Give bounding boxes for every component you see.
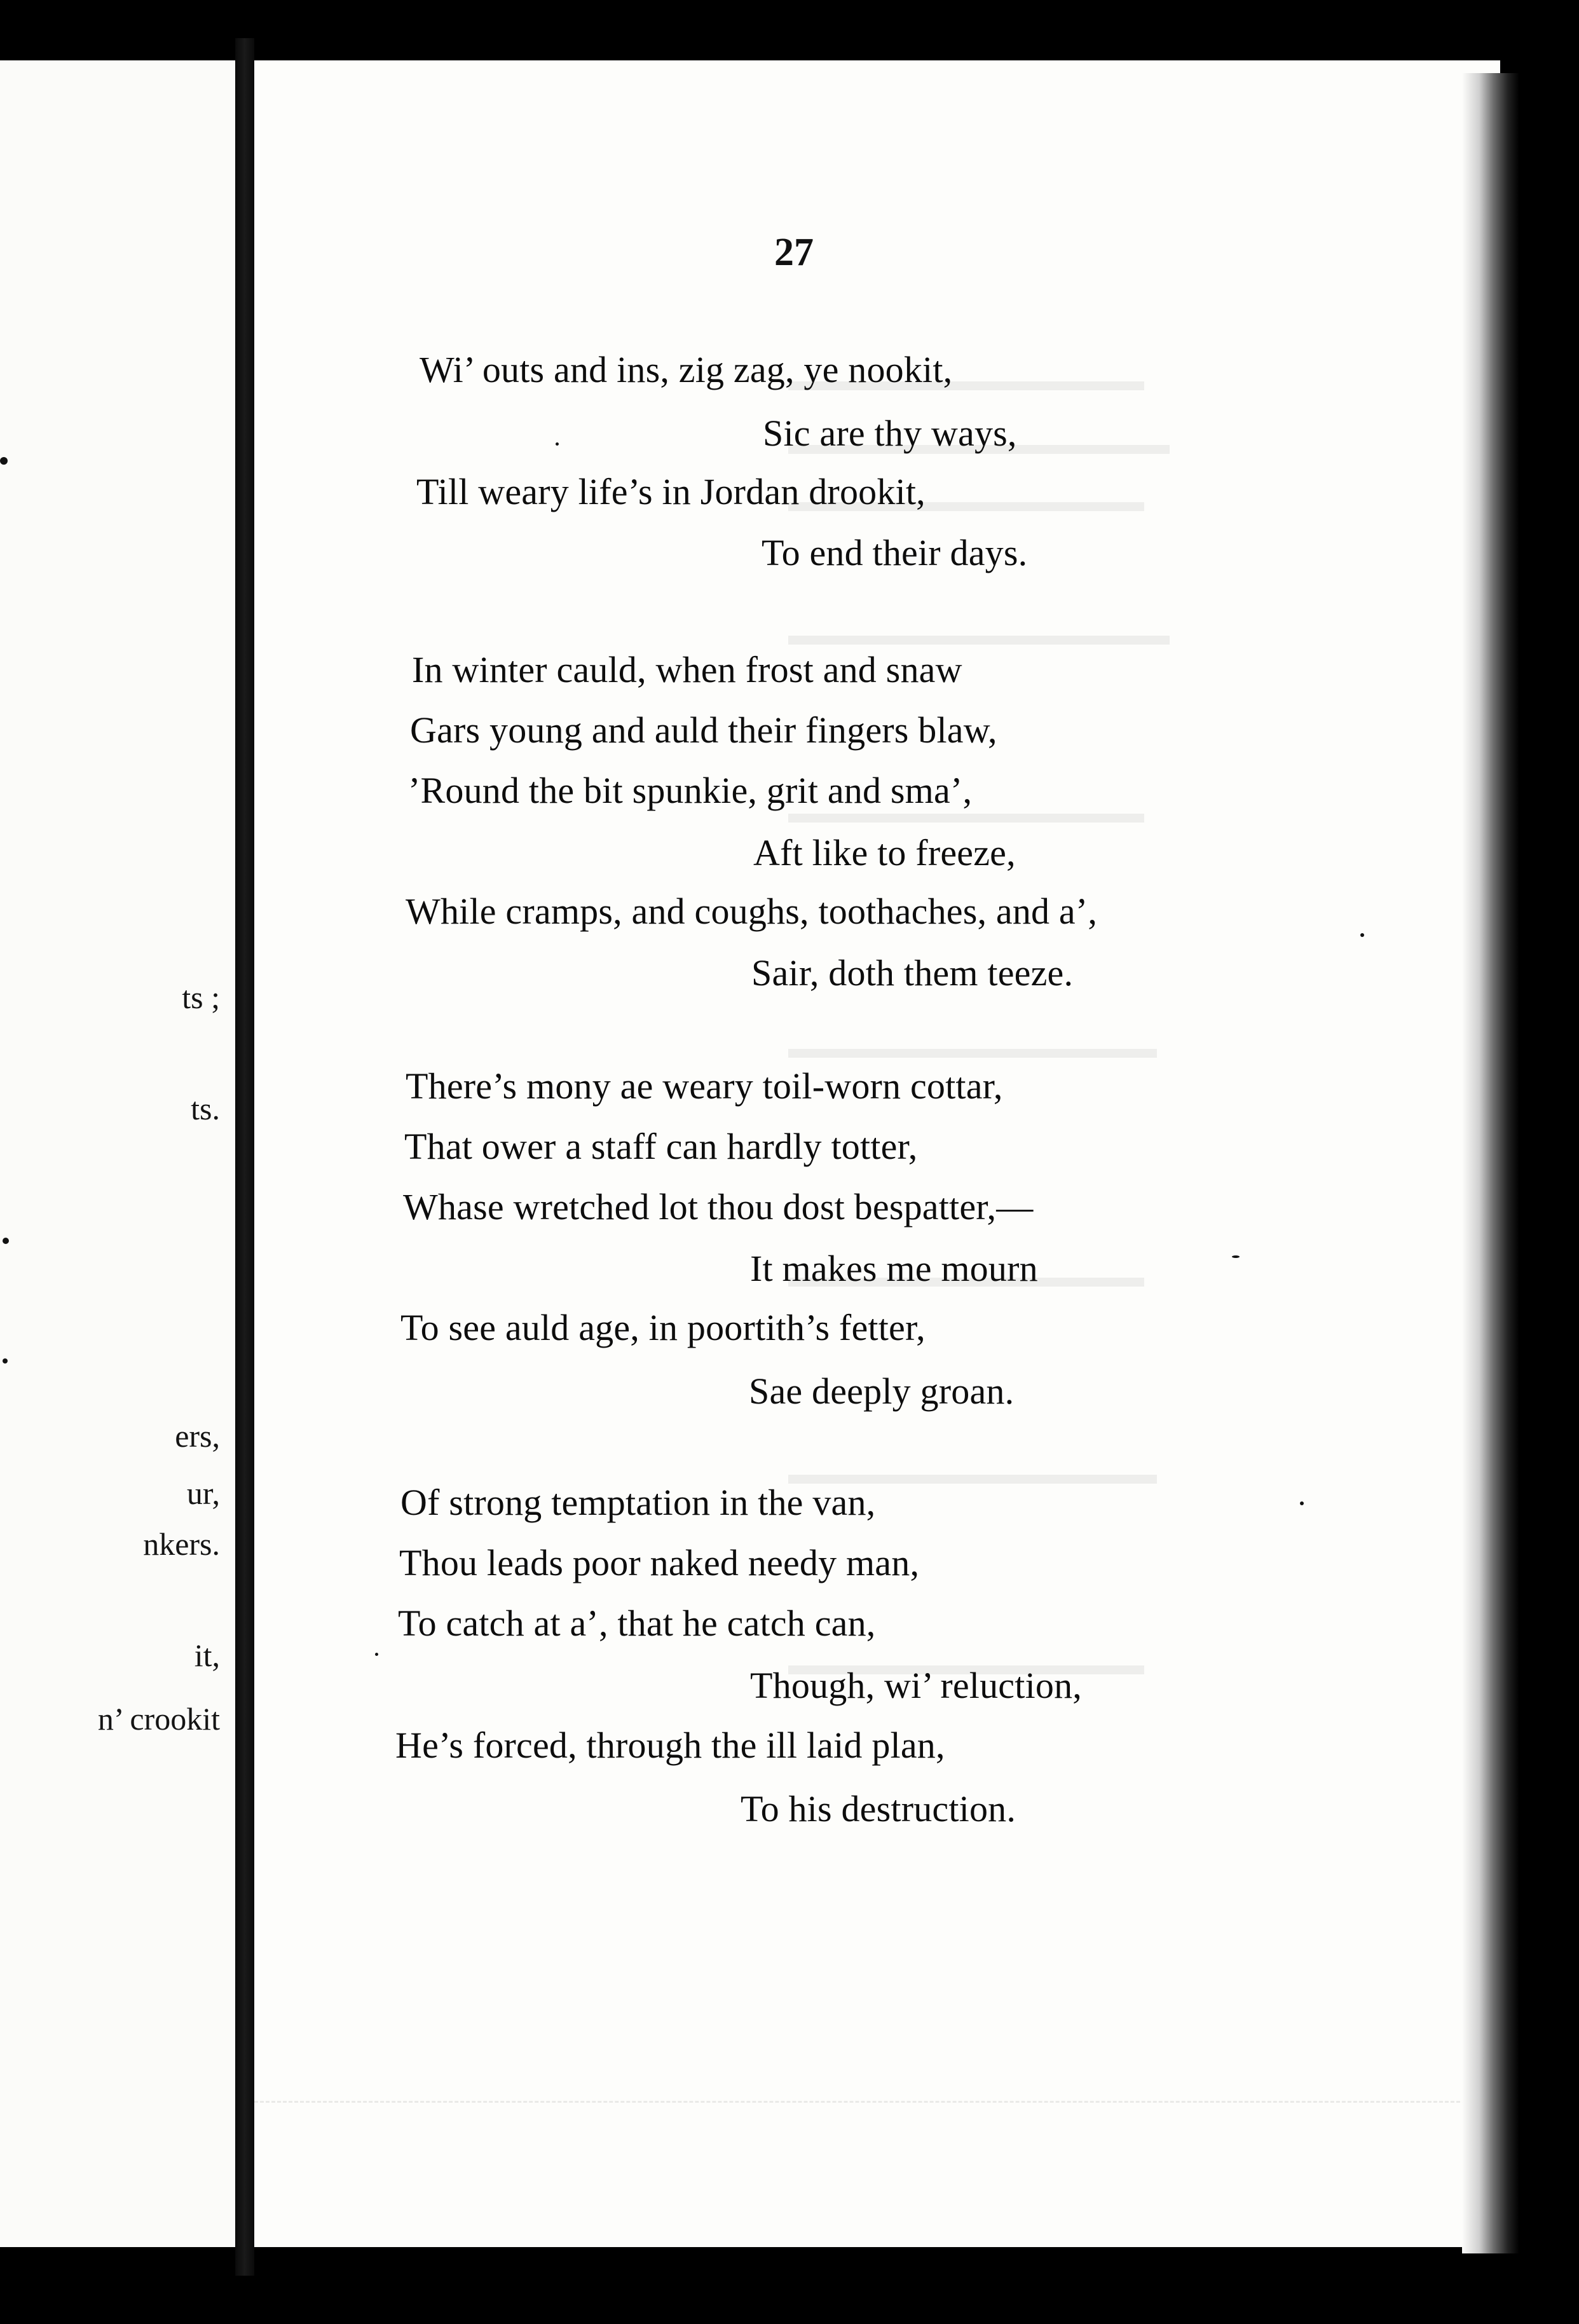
ink-mark — [3, 1238, 9, 1244]
left-page-fragment: it, — [194, 1637, 220, 1673]
page-fore-edge — [1462, 73, 1519, 2253]
verse-line: Aft like to freeze, — [753, 832, 1016, 873]
verse-line: Gars young and auld their fingers blaw, — [410, 709, 997, 751]
verse-line: To catch at a’, that he catch can, — [398, 1603, 876, 1644]
page-bottom-edge — [254, 2101, 1500, 2107]
verse-line: Wi’ outs and ins, zig zag, ye nookit, — [420, 349, 953, 390]
left-page-fragment: n’ crookit — [97, 1701, 220, 1737]
verse-line: To end their days. — [762, 532, 1028, 573]
verse-line: He’s forced, through the ill laid plan, — [395, 1725, 945, 1766]
verse-line: It makes me mourn — [750, 1248, 1038, 1289]
left-page-fragment: ur, — [186, 1475, 220, 1511]
verse-line: Whase wretched lot thou dost bespatter,— — [403, 1186, 1034, 1227]
ink-speck — [375, 1653, 378, 1656]
left-page-fragment: ts. — [191, 1091, 220, 1126]
left-page-fragment: ers, — [175, 1418, 220, 1454]
left-facing-page — [0, 60, 235, 2247]
verse-line: ’Round the bit spunkie, grit and sma’, — [408, 770, 973, 811]
ink-speck — [1232, 1255, 1240, 1258]
verse-line: There’s mony ae weary toil-worn cottar, — [406, 1065, 1003, 1107]
verse-line: Sae deeply groan. — [749, 1370, 1015, 1412]
verse-line: That ower a staff can hardly totter, — [404, 1126, 918, 1167]
verse-line: Sic are thy ways, — [763, 413, 1017, 454]
verse-line: Till weary life’s in Jordan drookit, — [416, 471, 926, 512]
verse-line: Thou leads poor naked needy man, — [399, 1542, 920, 1583]
ink-speck — [1300, 1501, 1304, 1505]
verse-line: In winter cauld, when frost and snaw — [412, 649, 962, 690]
book-gutter — [235, 38, 254, 2276]
left-page-fragment: ts ; — [182, 980, 220, 1015]
verse-line: Though, wi’ reluction, — [750, 1665, 1082, 1706]
verse-line: To see auld age, in poortith’s fetter, — [400, 1307, 926, 1348]
verse-line: Sair, doth them teeze. — [751, 952, 1074, 994]
ink-mark — [0, 457, 8, 465]
left-page-fragment: nkers. — [143, 1526, 220, 1562]
verse-line: To his destruction. — [741, 1788, 1016, 1829]
ink-speck — [1360, 933, 1364, 937]
verse-line: While cramps, and coughs, toothaches, and a’, — [406, 891, 1098, 932]
ink-speck — [556, 442, 559, 446]
verse-line: Of strong temptation in the van, — [400, 1482, 876, 1523]
ink-mark — [3, 1358, 8, 1364]
page-number: 27 — [774, 231, 814, 274]
